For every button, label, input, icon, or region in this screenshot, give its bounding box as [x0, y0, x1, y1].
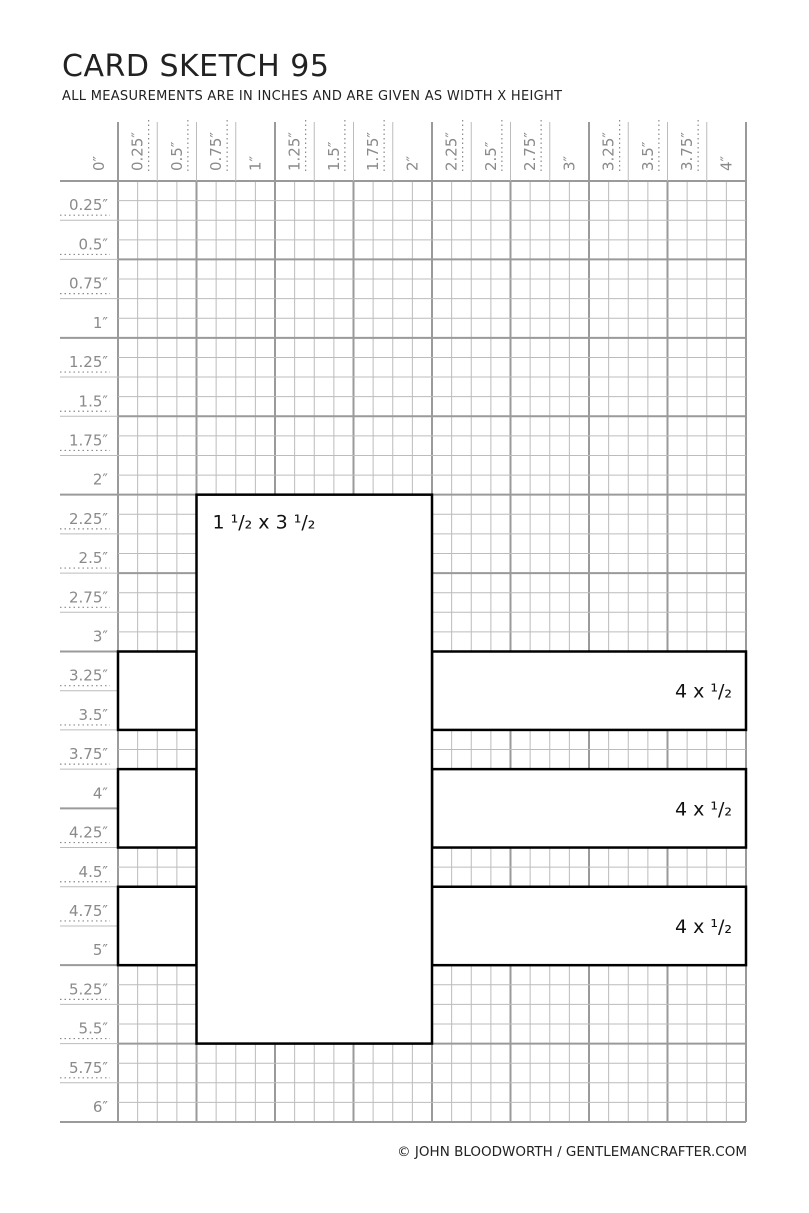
- x-axis-labels: [90, 119, 735, 171]
- y-tick-label: 5.5″: [78, 1019, 108, 1038]
- x-tick-label: 4″: [717, 155, 736, 171]
- strip-right-1-label: 4 x ¹/₂: [674, 680, 732, 703]
- x-tick-label: 0.25″: [128, 131, 147, 171]
- y-tick-label: 2.25″: [68, 509, 108, 528]
- card-pieces: [118, 495, 746, 1044]
- y-tick-label: 1″: [92, 313, 108, 332]
- y-tick-label: 1.75″: [68, 431, 108, 450]
- x-tick-label: 2.5″: [481, 141, 500, 171]
- x-tick-label: 2.25″: [442, 131, 461, 171]
- y-tick-label: 1.25″: [68, 353, 108, 372]
- origin-label: 0″: [90, 155, 108, 171]
- center-panel: [197, 495, 433, 1044]
- y-tick-label: 3.5″: [78, 705, 108, 724]
- x-tick-label: 3.25″: [599, 131, 618, 171]
- y-tick-label: 0.75″: [68, 274, 108, 293]
- y-tick-label: 5.25″: [68, 980, 108, 999]
- x-tick-label: 2.75″: [521, 131, 540, 171]
- y-tick-label: 6″: [92, 1098, 108, 1116]
- strip-right-3-label: 4 x ¹/₂: [674, 915, 732, 938]
- x-tick-label: 3.5″: [638, 141, 657, 171]
- y-tick-label: 3.75″: [68, 745, 108, 764]
- sketch-title: CARD SKETCH 95: [62, 49, 330, 84]
- strip-left-1: [118, 652, 197, 730]
- y-tick-label: 5.75″: [68, 1058, 108, 1077]
- strip-left-3: [118, 887, 197, 965]
- y-tick-label: 0.25″: [68, 196, 108, 215]
- y-tick-label: 0.5″: [78, 235, 108, 254]
- y-tick-label: 4″: [92, 784, 108, 803]
- x-tick-label: 1″: [246, 155, 265, 171]
- y-tick-label: 2″: [92, 470, 108, 489]
- x-tick-label: 2″: [403, 155, 422, 171]
- y-tick-label: 3.25″: [68, 666, 108, 685]
- y-tick-label: 2.75″: [68, 588, 108, 607]
- strip-left-2: [118, 769, 197, 847]
- x-tick-label: 3″: [560, 155, 579, 171]
- strip-right-2-label: 4 x ¹/₂: [674, 798, 732, 821]
- x-tick-label: 0.5″: [167, 141, 186, 171]
- y-tick-label: 5″: [92, 941, 108, 960]
- y-tick-label: 1.5″: [78, 392, 108, 411]
- y-tick-label: 2.5″: [78, 549, 108, 568]
- x-tick-label: 3.75″: [678, 131, 697, 171]
- sketch-subtitle: ALL MEASUREMENTS ARE IN INCHES AND ARE GIVEN AS WIDTH X HEIGHT: [62, 89, 563, 104]
- copyright-footer: © JOHN BLOODWORTH / GENTLEMANCRAFTER.COM: [397, 1144, 747, 1160]
- x-tick-label: 1.5″: [324, 141, 343, 171]
- y-tick-label: 4.25″: [68, 823, 108, 842]
- x-tick-label: 0.75″: [207, 131, 226, 171]
- y-tick-label: 4.75″: [68, 901, 108, 920]
- y-tick-label: 4.5″: [78, 862, 108, 881]
- y-tick-label: 3″: [92, 627, 108, 646]
- x-tick-label: 1.25″: [285, 131, 304, 171]
- center-panel-label: 1 ¹/₂ x 3 ¹/₂: [212, 511, 316, 534]
- y-axis-labels: [60, 196, 110, 1116]
- x-tick-label: 1.75″: [364, 131, 383, 171]
